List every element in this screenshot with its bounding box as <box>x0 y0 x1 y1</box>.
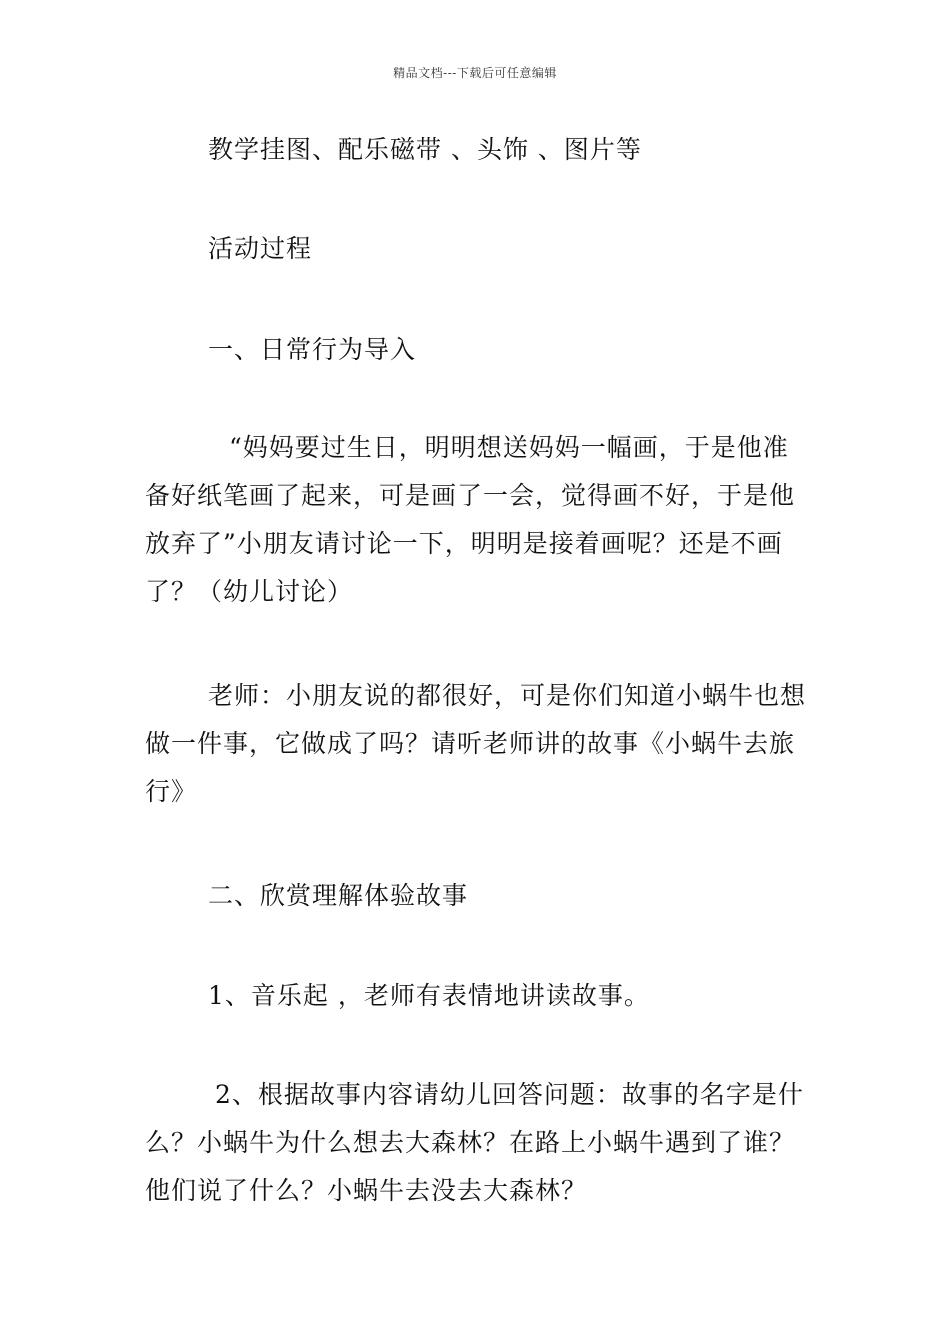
section1-title: 一、日常行为导入 <box>208 335 417 364</box>
step2-line-1: 2、根据故事内容请幼儿回答问题：故事的名字是什 <box>215 1080 804 1109</box>
story-intro-line-2: 备好纸笔画了起来，可是画了一会，觉得画不好，于是他 <box>145 481 796 510</box>
story-intro-line-3: 放弃了”小朋友请讨论一下，明明是接着画呢？还是不画 <box>145 529 783 558</box>
teacher-paragraph <box>145 672 810 816</box>
process-title: 活动过程 <box>208 234 313 263</box>
page-header: 精品文档---下载后可任意编辑 <box>393 66 557 80</box>
step1-line: 1、音乐起 ，老师有表情地讲读故事。 <box>208 981 650 1010</box>
step2-line-3: 他们说了什么？小蜗牛去没去大森林？ <box>145 1176 588 1205</box>
story-intro-paragraph <box>145 424 810 616</box>
step2-line-2: 么？小蜗牛为什么想去大森林？在路上小蜗牛遇到了谁？ <box>145 1128 796 1157</box>
teacher-line-3: 行》 <box>145 777 198 806</box>
section2-title: 二、欣赏理解体验故事 <box>208 881 469 910</box>
teacher-line-1: 老师：小朋友说的都很好，可是你们知道小蜗牛也想 <box>208 681 807 710</box>
teacher-line-2: 做一件事，它做成了吗？请听老师讲的故事《小蜗牛去旅 <box>145 729 796 758</box>
story-intro-line-4: 了？（幼儿讨论） <box>145 577 354 606</box>
story-intro-line-1: “妈妈要过生日，明明想送妈妈一幅画，于是他准 <box>229 433 789 462</box>
materials-line: 教学挂图、配乐磁带 、头饰 、图片等 <box>208 135 642 164</box>
step2-paragraph <box>145 1071 810 1215</box>
